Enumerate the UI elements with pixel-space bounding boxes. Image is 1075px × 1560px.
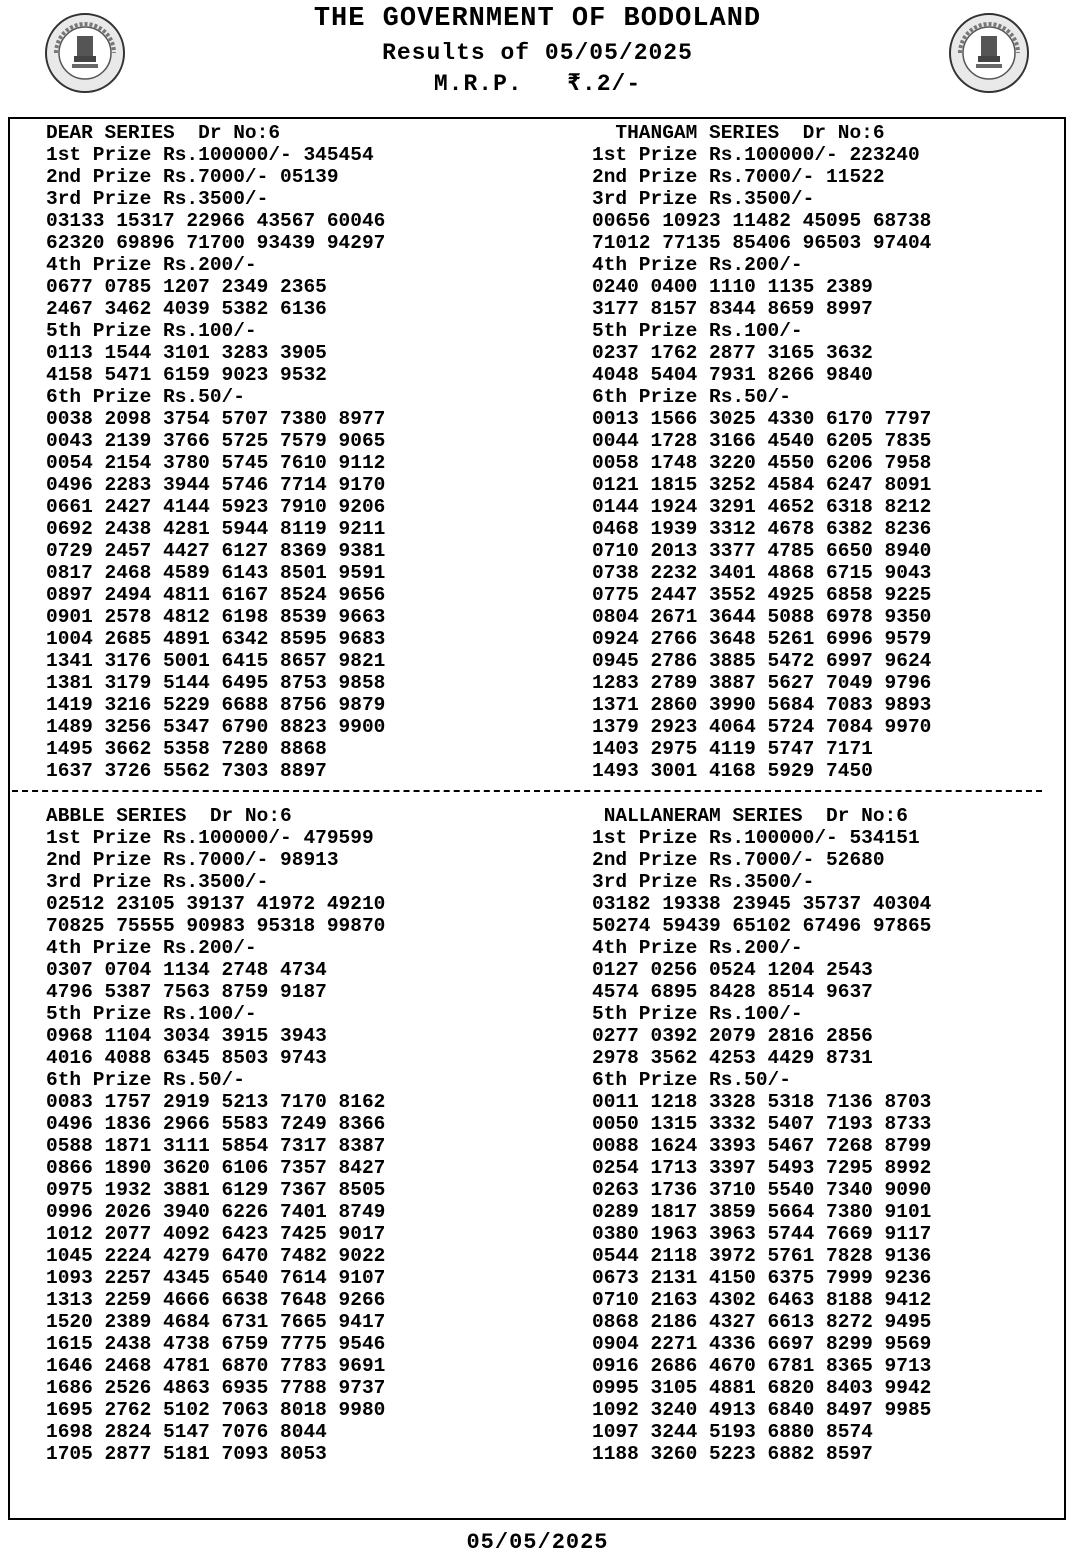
result-line: 1646 2468 4781 6870 7783 9691 xyxy=(46,1355,386,1377)
result-line: 0240 0400 1110 1135 2389 xyxy=(592,276,873,298)
result-line: 03133 15317 22966 43567 60046 xyxy=(46,210,386,232)
result-line: 1188 3260 5223 6882 8597 xyxy=(592,1443,873,1465)
abble-series-panel xyxy=(46,805,385,1465)
result-line: 0692 2438 4281 5944 8119 9211 xyxy=(46,518,386,540)
result-line: 2nd Prize Rs.7000/- 52680 xyxy=(592,849,885,871)
result-line: 4574 6895 8428 8514 9637 xyxy=(592,981,873,1003)
result-line: 4158 5471 6159 9023 9532 xyxy=(46,364,327,386)
result-line: 0968 1104 3034 3915 3943 xyxy=(46,1025,327,1047)
result-line: 1283 2789 3887 5627 7049 9796 xyxy=(592,672,932,694)
result-line: 0380 1963 3963 5744 7669 9117 xyxy=(592,1223,932,1245)
result-line: 0995 3105 4881 6820 8403 9942 xyxy=(592,1377,932,1399)
result-line: 0496 1836 2966 5583 7249 8366 xyxy=(46,1113,386,1135)
result-line: 0945 2786 3885 5472 6997 9624 xyxy=(592,650,932,672)
result-line: 0901 2578 4812 6198 8539 9663 xyxy=(46,606,386,628)
result-line: 0054 2154 3780 5745 7610 9112 xyxy=(46,452,386,474)
result-line: 0044 1728 3166 4540 6205 7835 xyxy=(592,430,932,452)
result-line: 2nd Prize Rs.7000/- 11522 xyxy=(592,166,885,188)
result-line: 1489 3256 5347 6790 8823 9900 xyxy=(46,716,386,738)
result-line: 6th Prize Rs.50/- xyxy=(592,386,791,408)
series-heading: NALLANERAM SERIES Dr No:6 xyxy=(592,805,908,827)
result-line: 50274 59439 65102 67496 97865 xyxy=(592,915,932,937)
result-line: 1093 2257 4345 6540 7614 9107 xyxy=(46,1267,386,1289)
result-line: 6th Prize Rs.50/- xyxy=(592,1069,791,1091)
result-line: 3rd Prize Rs.3500/- xyxy=(46,871,269,893)
result-line: 1092 3240 4913 6840 8497 9985 xyxy=(592,1399,932,1421)
result-line: 0924 2766 3648 5261 6996 9579 xyxy=(592,628,932,650)
result-line: 0011 1218 3328 5318 7136 8703 xyxy=(592,1091,932,1113)
result-line: 1st Prize Rs.100000/- 479599 xyxy=(46,827,374,849)
result-line: 1st Prize Rs.100000/- 345454 xyxy=(46,144,374,166)
result-line: 1341 3176 5001 6415 8657 9821 xyxy=(46,650,386,672)
result-line: 4th Prize Rs.200/- xyxy=(592,254,803,276)
result-line: 0127 0256 0524 1204 2543 xyxy=(592,959,873,981)
result-line: 0083 1757 2919 5213 7170 8162 xyxy=(46,1091,386,1113)
result-line: 0588 1871 3111 5854 7317 8387 xyxy=(46,1135,386,1157)
result-line: 0237 1762 2877 3165 3632 xyxy=(592,342,873,364)
result-line: 70825 75555 90983 95318 99870 xyxy=(46,915,386,937)
result-line: 0058 1748 3220 4550 6206 7958 xyxy=(592,452,932,474)
result-line: 1698 2824 5147 7076 8044 xyxy=(46,1421,327,1443)
result-line: 0866 1890 3620 6106 7357 8427 xyxy=(46,1157,386,1179)
result-line: 71012 77135 85406 96503 97404 xyxy=(592,232,932,254)
result-line: 2nd Prize Rs.7000/- 98913 xyxy=(46,849,339,871)
result-line: 0038 2098 3754 5707 7380 8977 xyxy=(46,408,386,430)
dear-series-panel xyxy=(46,122,385,782)
result-line: 5th Prize Rs.100/- xyxy=(46,1003,257,1025)
result-line: 5th Prize Rs.100/- xyxy=(592,320,803,342)
result-line: 0661 2427 4144 5923 7910 9206 xyxy=(46,496,386,518)
result-line: 0289 1817 3859 5664 7380 9101 xyxy=(592,1201,932,1223)
result-line: 62320 69896 71700 93439 94297 xyxy=(46,232,386,254)
result-line: 2467 3462 4039 5382 6136 xyxy=(46,298,327,320)
result-line: 0277 0392 2079 2816 2856 xyxy=(592,1025,873,1047)
result-line: 0113 1544 3101 3283 3905 xyxy=(46,342,327,364)
result-line: 1493 3001 4168 5929 7450 xyxy=(592,760,873,782)
result-line: 0263 1736 3710 5540 7340 9090 xyxy=(592,1179,932,1201)
result-line: 1379 2923 4064 5724 7084 9970 xyxy=(592,716,932,738)
mrp-price: M.R.P. ₹.2/- xyxy=(433,71,642,97)
result-line: 5th Prize Rs.100/- xyxy=(46,320,257,342)
result-line: 1615 2438 4738 6759 7775 9546 xyxy=(46,1333,386,1355)
result-line: 1045 2224 4279 6470 7482 9022 xyxy=(46,1245,386,1267)
result-line: 0710 2163 4302 6463 8188 9412 xyxy=(592,1289,932,1311)
result-line: 0496 2283 3944 5746 7714 9170 xyxy=(46,474,386,496)
result-line: 0710 2013 3377 4785 6650 8940 xyxy=(592,540,932,562)
result-line: 5th Prize Rs.100/- xyxy=(592,1003,803,1025)
result-line: 1695 2762 5102 7063 8018 9980 xyxy=(46,1399,386,1421)
result-line: 0775 2447 3552 4925 6858 9225 xyxy=(592,584,932,606)
result-line: 3rd Prize Rs.3500/- xyxy=(592,188,815,210)
seal-emblem-left xyxy=(44,12,126,94)
result-line: 3177 8157 8344 8659 8997 xyxy=(592,298,873,320)
result-line: 0254 1713 3397 5493 7295 8992 xyxy=(592,1157,932,1179)
nallaneram-series-panel xyxy=(592,805,931,1465)
result-line: 1381 3179 5144 6495 8753 9858 xyxy=(46,672,386,694)
result-line: 0013 1566 3025 4330 6170 7797 xyxy=(592,408,932,430)
result-line: 0975 1932 3881 6129 7367 8505 xyxy=(46,1179,386,1201)
result-line: 1004 2685 4891 6342 8595 9683 xyxy=(46,628,386,650)
results-date: Results of 05/05/2025 xyxy=(382,40,693,66)
result-line: 1313 2259 4666 6638 7648 9266 xyxy=(46,1289,386,1311)
result-line: 03182 19338 23945 35737 40304 xyxy=(592,893,932,915)
result-line: 2nd Prize Rs.7000/- 05139 xyxy=(46,166,339,188)
result-line: 1097 3244 5193 6880 8574 xyxy=(592,1421,873,1443)
result-line: 0738 2232 3401 4868 6715 9043 xyxy=(592,562,932,584)
result-line: 6th Prize Rs.50/- xyxy=(46,386,245,408)
series-heading: DEAR SERIES Dr No:6 xyxy=(46,122,281,144)
result-line: 02512 23105 39137 41972 49210 xyxy=(46,893,386,915)
result-line: 3rd Prize Rs.3500/- xyxy=(592,871,815,893)
result-line: 0904 2271 4336 6697 8299 9569 xyxy=(592,1333,932,1355)
result-line: 1637 3726 5562 7303 8897 xyxy=(46,760,327,782)
section-divider xyxy=(12,790,1042,792)
result-line: 0050 1315 3332 5407 7193 8733 xyxy=(592,1113,932,1135)
seal-emblem-right xyxy=(948,12,1030,94)
result-line: 0817 2468 4589 6143 8501 9591 xyxy=(46,562,386,584)
result-line: 4th Prize Rs.200/- xyxy=(46,254,257,276)
result-line: 0088 1624 3393 5467 7268 8799 xyxy=(592,1135,932,1157)
result-line: 1686 2526 4863 6935 7788 9737 xyxy=(46,1377,386,1399)
result-line: 1495 3662 5358 7280 8868 xyxy=(46,738,327,760)
result-line: 0144 1924 3291 4652 6318 8212 xyxy=(592,496,932,518)
result-line: 0897 2494 4811 6167 8524 9656 xyxy=(46,584,386,606)
result-line: 0121 1815 3252 4584 6247 8091 xyxy=(592,474,932,496)
result-line: 0544 2118 3972 5761 7828 9136 xyxy=(592,1245,932,1267)
result-line: 2978 3562 4253 4429 8731 xyxy=(592,1047,873,1069)
result-line: 0468 1939 3312 4678 6382 8236 xyxy=(592,518,932,540)
result-line: 1012 2077 4092 6423 7425 9017 xyxy=(46,1223,386,1245)
series-heading: ABBLE SERIES Dr No:6 xyxy=(46,805,292,827)
result-line: 4th Prize Rs.200/- xyxy=(46,937,257,959)
result-line: 0673 2131 4150 6375 7999 9236 xyxy=(592,1267,932,1289)
result-line: 4th Prize Rs.200/- xyxy=(592,937,803,959)
result-line: 6th Prize Rs.50/- xyxy=(46,1069,245,1091)
result-line: 0677 0785 1207 2349 2365 xyxy=(46,276,327,298)
result-line: 1403 2975 4119 5747 7171 xyxy=(592,738,873,760)
result-line: 1705 2877 5181 7093 8053 xyxy=(46,1443,327,1465)
result-line: 0868 2186 4327 6613 8272 9495 xyxy=(592,1311,932,1333)
result-line: 4796 5387 7563 8759 9187 xyxy=(46,981,327,1003)
thangam-series-panel xyxy=(592,122,931,782)
result-line: 0729 2457 4427 6127 8369 9381 xyxy=(46,540,386,562)
page-title: THE GOVERNMENT OF BODOLAND xyxy=(313,4,762,34)
result-line: 4048 5404 7931 8266 9840 xyxy=(592,364,873,386)
result-line: 0804 2671 3644 5088 6978 9350 xyxy=(592,606,932,628)
series-heading: THANGAM SERIES Dr No:6 xyxy=(592,122,885,144)
footer-date: 05/05/2025 xyxy=(466,1530,609,1555)
result-line: 0307 0704 1134 2748 4734 xyxy=(46,959,327,981)
result-line: 3rd Prize Rs.3500/- xyxy=(46,188,269,210)
result-line: 1520 2389 4684 6731 7665 9417 xyxy=(46,1311,386,1333)
result-line: 1419 3216 5229 6688 8756 9879 xyxy=(46,694,386,716)
result-line: 1st Prize Rs.100000/- 534151 xyxy=(592,827,920,849)
result-line: 0043 2139 3766 5725 7579 9065 xyxy=(46,430,386,452)
result-line: 1371 2860 3990 5684 7083 9893 xyxy=(592,694,932,716)
result-line: 1st Prize Rs.100000/- 223240 xyxy=(592,144,920,166)
result-line: 0996 2026 3940 6226 7401 8749 xyxy=(46,1201,386,1223)
result-line: 0916 2686 4670 6781 8365 9713 xyxy=(592,1355,932,1377)
result-line: 00656 10923 11482 45095 68738 xyxy=(592,210,932,232)
result-line: 4016 4088 6345 8503 9743 xyxy=(46,1047,327,1069)
